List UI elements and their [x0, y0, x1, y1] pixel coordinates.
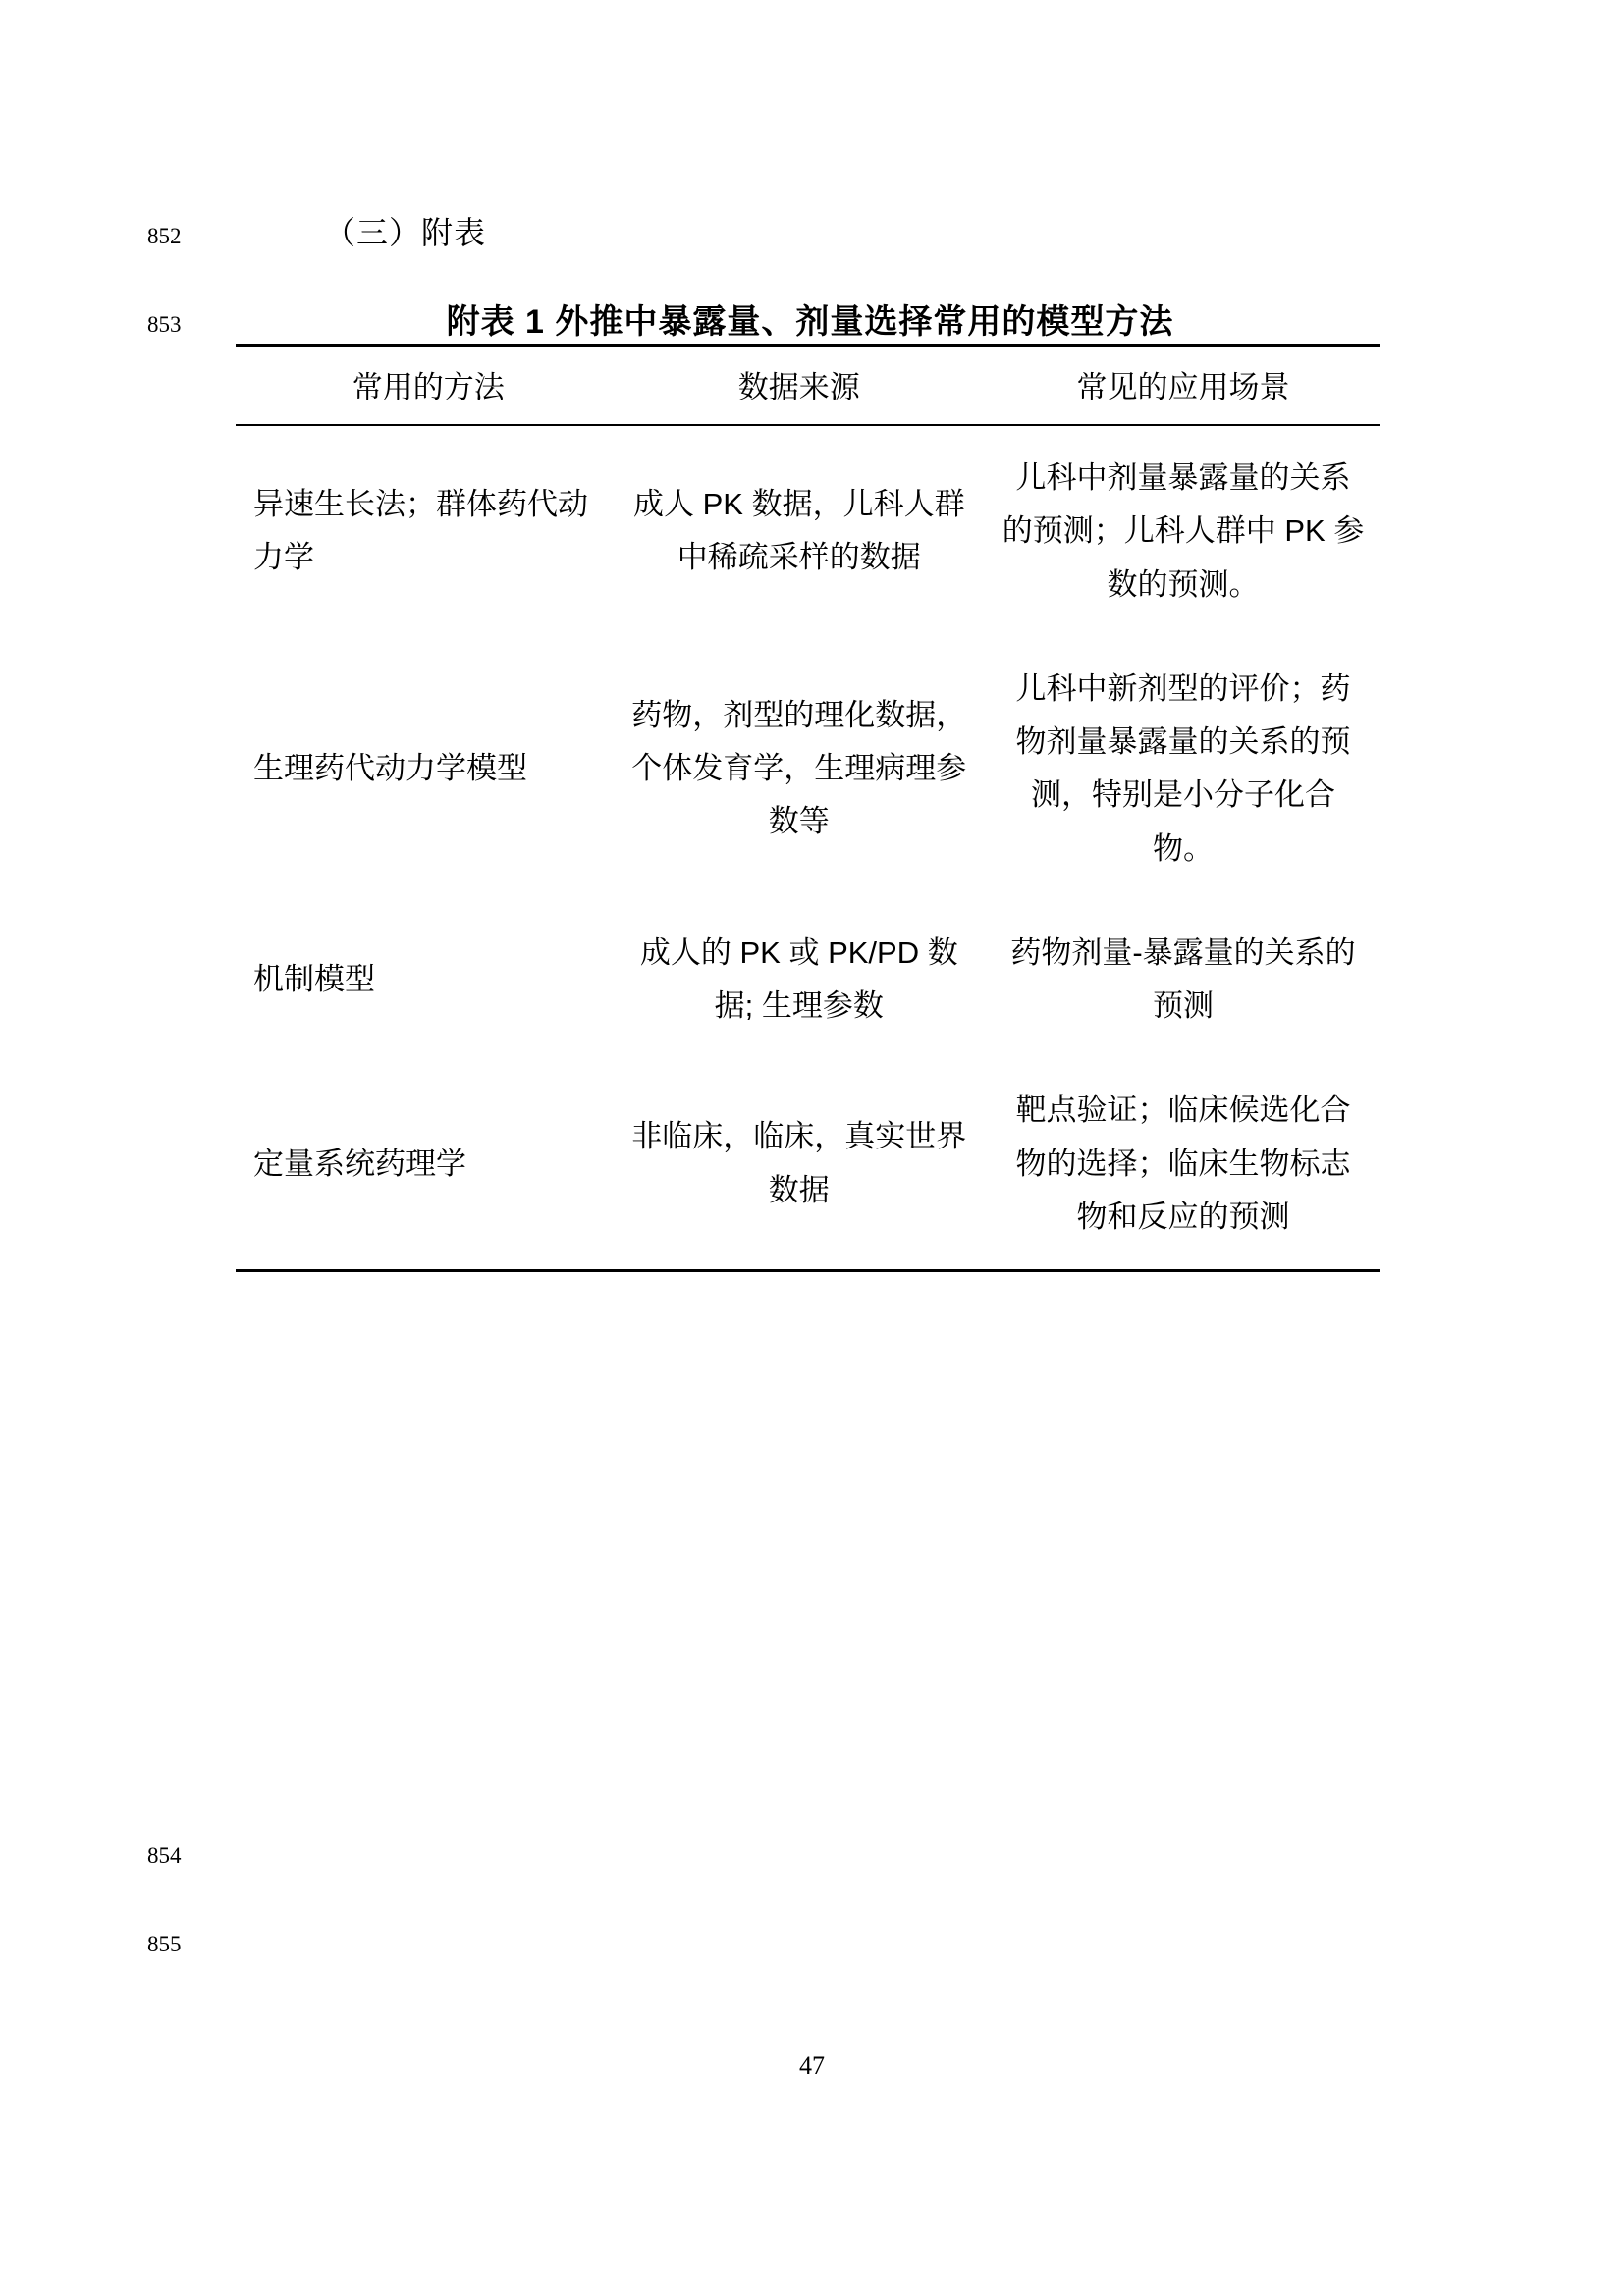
- line-number: 852: [147, 224, 182, 248]
- appendix-table: [236, 344, 1380, 1272]
- cell-method: 机制模型: [253, 961, 375, 996]
- appendix-table-wrapper: [236, 344, 1380, 1272]
- cell-source: 成人的 PK 或 PK/PD 数据; 生理参数: [639, 934, 958, 1023]
- cell-method: 定量系统药理学: [253, 1146, 466, 1181]
- column-header-method: 常用的方法: [352, 370, 505, 404]
- cell-scenario: 儿科中新剂型的评价；药物剂量暴露量的关系的预测，特别是小分子化合物。: [1015, 670, 1351, 866]
- table-row: [236, 425, 1380, 637]
- section-heading: （三）附表: [324, 215, 487, 250]
- table-body: [236, 425, 1380, 1271]
- column-header-scenario: 常见的应用场景: [1076, 370, 1290, 404]
- table-row: [236, 1058, 1380, 1270]
- cell-scenario: 儿科中剂量暴露量的关系的预测；儿科人群中 PK 参数的预测。: [1001, 460, 1365, 602]
- page-number: 47: [799, 2052, 825, 2080]
- line-number: 853: [147, 312, 182, 337]
- cell-scenario: 靶点验证；临床候选化合物的选择；临床生物标志物和反应的预测: [1015, 1093, 1351, 1234]
- table-row: [236, 901, 1380, 1059]
- column-header-source: 数据来源: [737, 370, 860, 404]
- table-header-row: [236, 346, 1380, 426]
- cell-method: 异速生长法；群体药代动力学: [253, 487, 588, 575]
- line-number: 855: [147, 1932, 182, 1956]
- cell-source: 成人 PK 数据，儿科人群中稀疏采样的数据: [633, 487, 965, 575]
- line-number: 854: [147, 1843, 182, 1868]
- table-row: [236, 637, 1380, 901]
- cell-source: 药物，剂型的理化数据，个体发育学，生理病理参数等: [631, 697, 967, 839]
- cell-scenario: 药物剂量-暴露量的关系的预测: [1010, 934, 1356, 1023]
- table-header: [236, 346, 1380, 426]
- table-caption: 附表 1 外推中暴露量、剂量选择常用的模型方法: [446, 303, 1174, 341]
- cell-method: 生理药代动力学模型: [253, 751, 527, 786]
- cell-source: 非临床，临床，真实世界数据: [631, 1119, 967, 1207]
